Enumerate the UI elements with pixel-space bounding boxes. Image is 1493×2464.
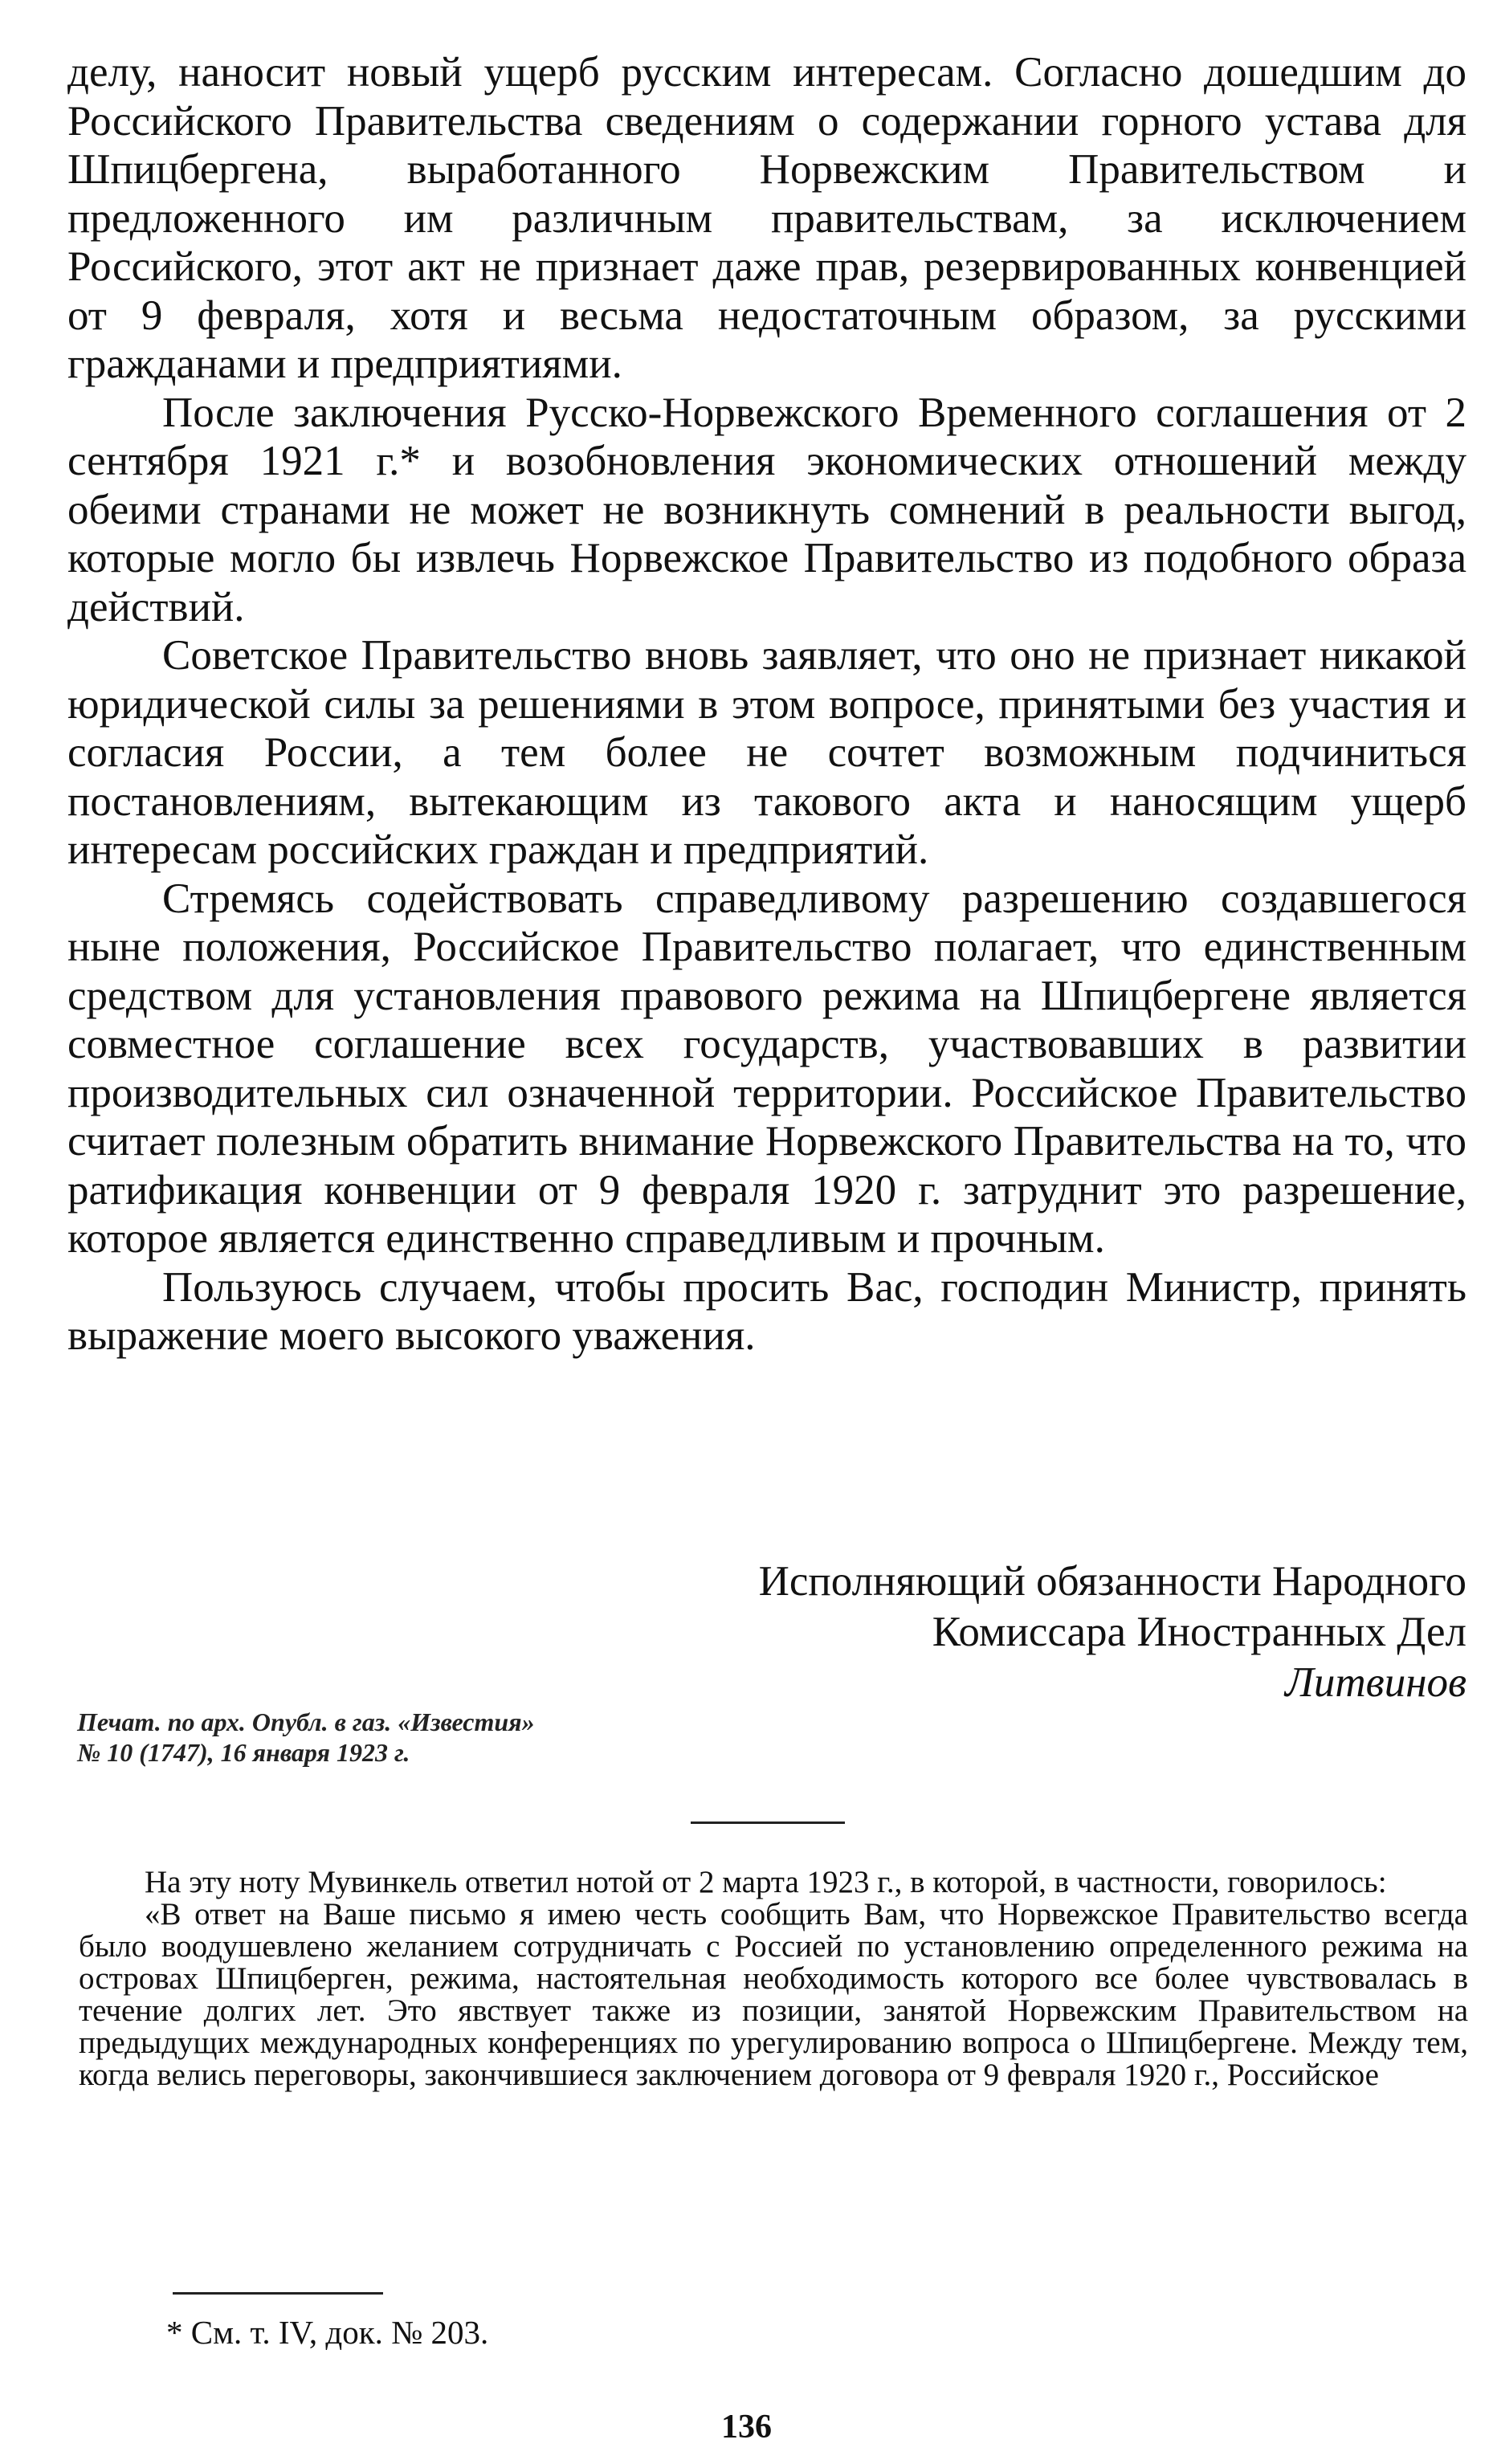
paragraph-3: Советское Правительство вновь заявляет, что оно не признает никакой юридической силы за решениями в этом вопросе, принятыми без участия и согласия России, а тем более не сочтет возможным подчиниться постановлениям, вытекающим из такового акта и наносящим ущерб интересам российских граждан и предприятий. (67, 632, 1466, 873)
footnote: * См. т. IV, док. № 203. (166, 2314, 489, 2351)
main-text (67, 48, 1466, 1361)
commentary-text (79, 1866, 1468, 2091)
paragraph-4: Стремясь содействовать справедливому разрешению создавшегося ныне положения, Российское Правительство полагает, что единственным средством для установления правового режима на Шпицбергене является совместное соглашение всех государств, участвовавших в развитии производительных сил означенной территории. Российское Правительство считает полезным обратить внимание Норвежского Правительства на то, что ратификация конвенции от 9 февраля 1920 г. затруднит это разрешение, которое является единственно справедливым и прочным. (67, 875, 1466, 1262)
signature-title-line1: Исполняющий обязанности Народного (758, 1558, 1466, 1605)
paragraph-5: Пользуюсь случаем, чтобы просить Вас, господин Министр, принять выражение моего высокого уважения. (67, 1263, 1466, 1359)
paragraph-2: После заключения Русско-Норвежского Временного соглашения от 2 сентября 1921 г.* и возобновления экономических отношений между обеими странами не может не возникнуть сомнений в реальности выгод, которые могло бы извлечь Норвежское Правительство из подобного образа действий. (67, 389, 1466, 630)
page-number: 136 (721, 2409, 772, 2446)
paragraph-1: делу, наносит новый ущерб русским интересам. Согласно дошедшим до Российского Правительства сведениям о содержании горного устава для Шпицбергена, выработанного Норвежским Правительством и предложенного им различным правительствам, за исключением Российского, этот акт не признает даже прав, резервированных конвенцией от 9 февраля, хотя и весьма недостаточным образом, за русскими гражданами и предприятиями. (67, 49, 1466, 387)
commentary-paragraph-2: «В ответ на Ваше письмо я имею честь сообщить Вам, что Норвежское Правительство всегда было воодушевлено желанием сотрудничать с Россией по установлению определенного режима на островах Шпицберген, режима, настоятельная необходимость которого все более чувствовалась в течение долгих лет. Это явствует также из позиции, занятой Норвежским Правительством на предыдущих международных конференциях по урегулированию вопроса о Шпицбергене. Между тем, когда велись переговоры, закончившиеся заключением договора от 9 февраля 1920 г., Российское (79, 1897, 1468, 2092)
archive-note (77, 1707, 800, 1768)
footnote-divider (173, 2292, 383, 2295)
signature-block (422, 1556, 1466, 1708)
signature-title-line2: Комиссара Иностранных Дел (932, 1609, 1466, 1655)
archive-note-line2: № 10 (1747), 16 января 1923 г. (77, 1738, 410, 1767)
section-divider (691, 1821, 845, 1824)
commentary-paragraph-1: На эту ноту Мувинкель ответил нотой от 2 марта 1923 г., в которой, в частности, говорилось: (145, 1865, 1387, 1899)
archive-note-line1: Печат. по арх. Опубл. в газ. «Известия» (77, 1707, 535, 1736)
signature-name: Литвинов (1285, 1659, 1466, 1706)
